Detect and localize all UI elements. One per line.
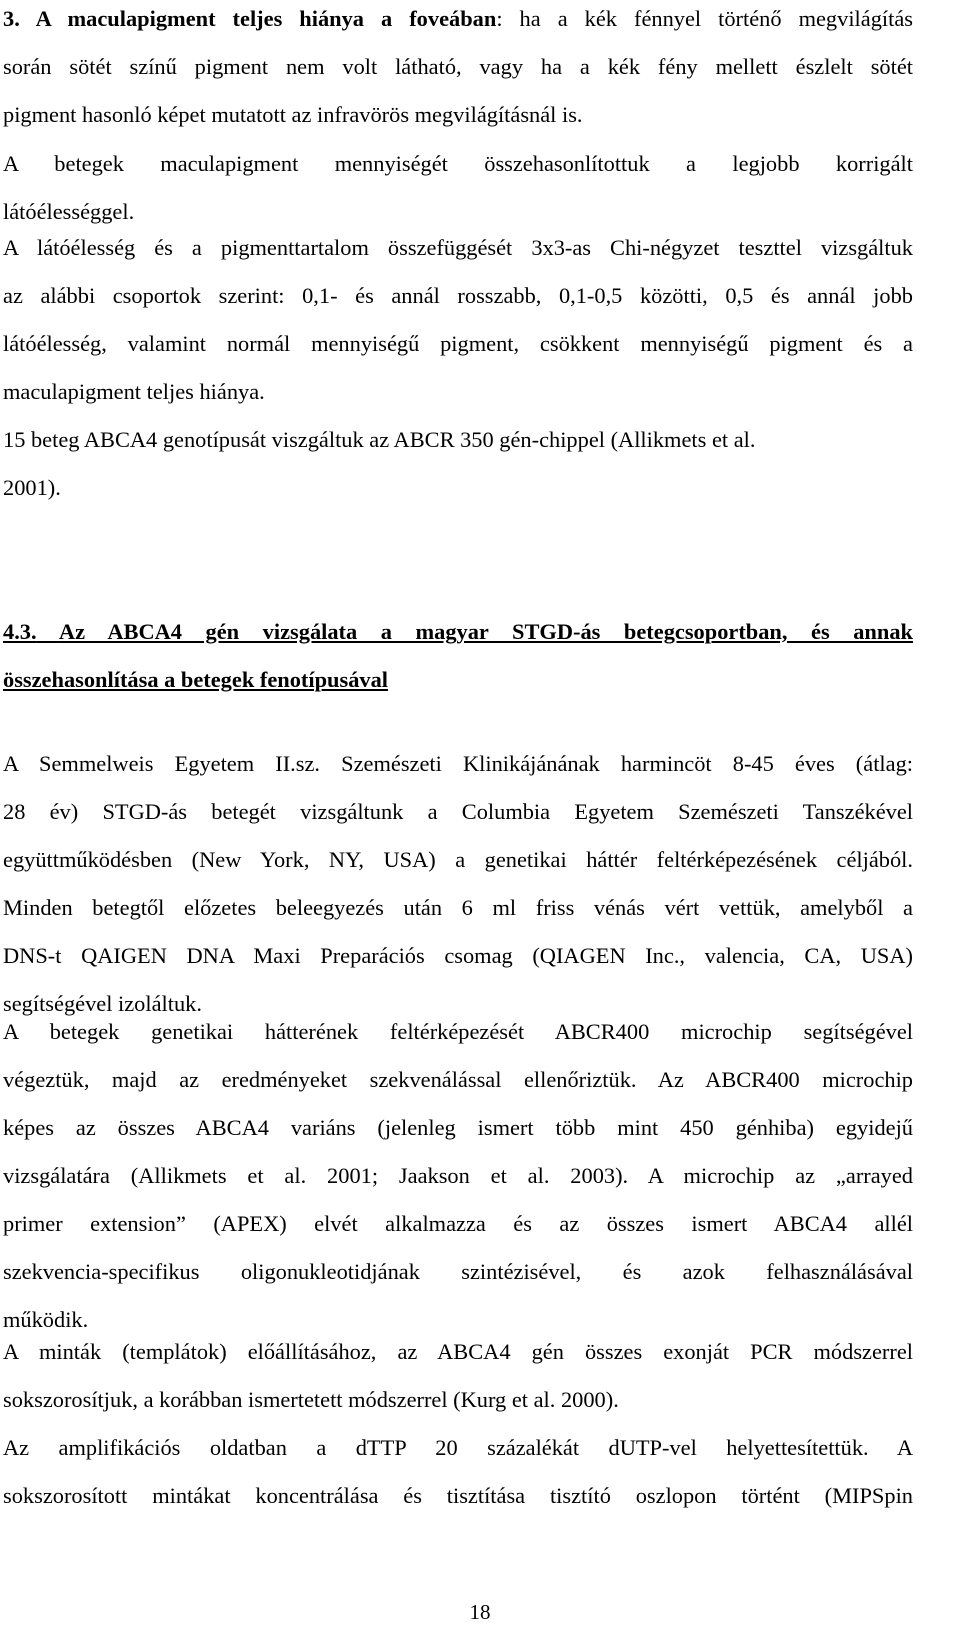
text-span: : ha a kék fénnyel történő megvilágítás (496, 6, 913, 31)
paragraph-chi-square (3, 224, 913, 416)
text-line (3, 0, 913, 43)
text-line: primer extension” (APEX) elvét alkalmazza és az összes ismert ABCA4 allél (3, 1211, 913, 1236)
text-line: működik. (3, 1307, 89, 1332)
text-line: végeztük, majd az eredményeket szekvenálással ellenőriztük. Az ABCR400 microchip (3, 1067, 913, 1092)
text-line (3, 608, 913, 656)
text-line: Az amplifikációs oldatban a dTTP 20 százalékát dUTP-vel helyettesítettük. A (3, 1435, 913, 1460)
text-line: képes az összes ABCA4 variáns (jelenleg ismert több mint 450 génhiba) egyidejű (3, 1115, 913, 1140)
text-line: A betegek maculapigment mennyiségét összehasonlítottuk a legjobb korrigált (3, 151, 913, 176)
text-line: látóélesség, valamint normál mennyiségű pigment, csökkent mennyiségű pigment és a (3, 331, 913, 356)
paragraph-genotype (3, 416, 913, 512)
text-line: látóélességgel. (3, 199, 135, 224)
text-line: segítségével izoláltuk. (3, 991, 202, 1016)
text-line: A Semmelweis Egyetem II.sz. Szemészeti Klinikájánának harmincöt 8-45 éves (átlag: (3, 751, 913, 776)
paragraph-amplification (3, 1424, 913, 1520)
text-line: A látóélesség és a pigmenttartalom összefüggését 3x3-as Chi-négyzet teszttel vizsgáltuk (3, 235, 913, 260)
section-title: Az ABCA4 gén vizsgálata a magyar STGD-ás betegcsoportban, és annak (58, 619, 913, 644)
text-line: szekvencia-specifikus oligonukleotidjának szintézisével, és azok felhasználásával (3, 1259, 913, 1284)
text-line: A minták (templátok) előállításához, az ABCA4 gén összes exonját PCR módszerrel (3, 1339, 913, 1364)
text-line: sokszorosítjuk, a korábban ismertetett módszerrel (Kurg et al. 2000). (3, 1387, 619, 1412)
list-item-3 (3, 0, 913, 139)
paragraph-comparison (3, 140, 913, 236)
paragraph-semmelweis (3, 740, 913, 1028)
text-line: együttműködésben (New York, NY, USA) a genetikai háttér feltérképezésének céljából. (3, 847, 913, 872)
text-line: összehasonlítása a betegek fenotípusával (3, 667, 389, 692)
text-line: Minden betegtől előzetes beleegyezés után 6 ml friss vénás vért vettük, amelyből a (3, 895, 913, 920)
text-line: maculapigment teljes hiánya. (3, 379, 265, 404)
text-line: 28 év) STGD-ás betegét vizsgáltunk a Columbia Egyetem Szemészeti Tanszékével (3, 799, 913, 824)
section-heading (3, 608, 913, 704)
text-line: az alábbi csoportok szerint: 0,1- és annál rosszabb, 0,1-0,5 közötti, 0,5 és annál jobb (3, 283, 913, 308)
text-line: vizsgálatára (Allikmets et al. 2001; Jaakson et al. 2003). A microchip az „arrayed (3, 1163, 913, 1188)
page-number: 18 (469, 1600, 491, 1624)
section-number: 4.3. (3, 619, 37, 644)
text-line: 2001). (3, 475, 61, 500)
paragraph-microchip (3, 1008, 913, 1344)
paragraph-templates (3, 1328, 913, 1424)
text-line: pigment hasonló képet mutatott az infravörös megvilágításnál is. (3, 102, 583, 127)
text-line: során sötét színű pigment nem volt látható, vagy ha a kék fény mellett észlelt sötét (3, 54, 913, 79)
text-line: A betegek genetikai hátterének feltérképezését ABCR400 microchip segítségével (3, 1019, 913, 1044)
text-line: 15 beteg ABCA4 genotípusát viszgáltuk az ABCR 350 gén-chippel (Allikmets et al. (3, 427, 756, 452)
text-line: DNS-t QAIGEN DNA Maxi Preparációs csomag (QIAGEN Inc., valencia, CA, USA) (3, 943, 913, 968)
list-item-title: 3. A maculapigment teljes hiánya a foveában (3, 6, 497, 31)
text-line: sokszorosított mintákat koncentrálása és tisztítása tisztító oszlopon történt (MIPSpin (3, 1483, 913, 1508)
